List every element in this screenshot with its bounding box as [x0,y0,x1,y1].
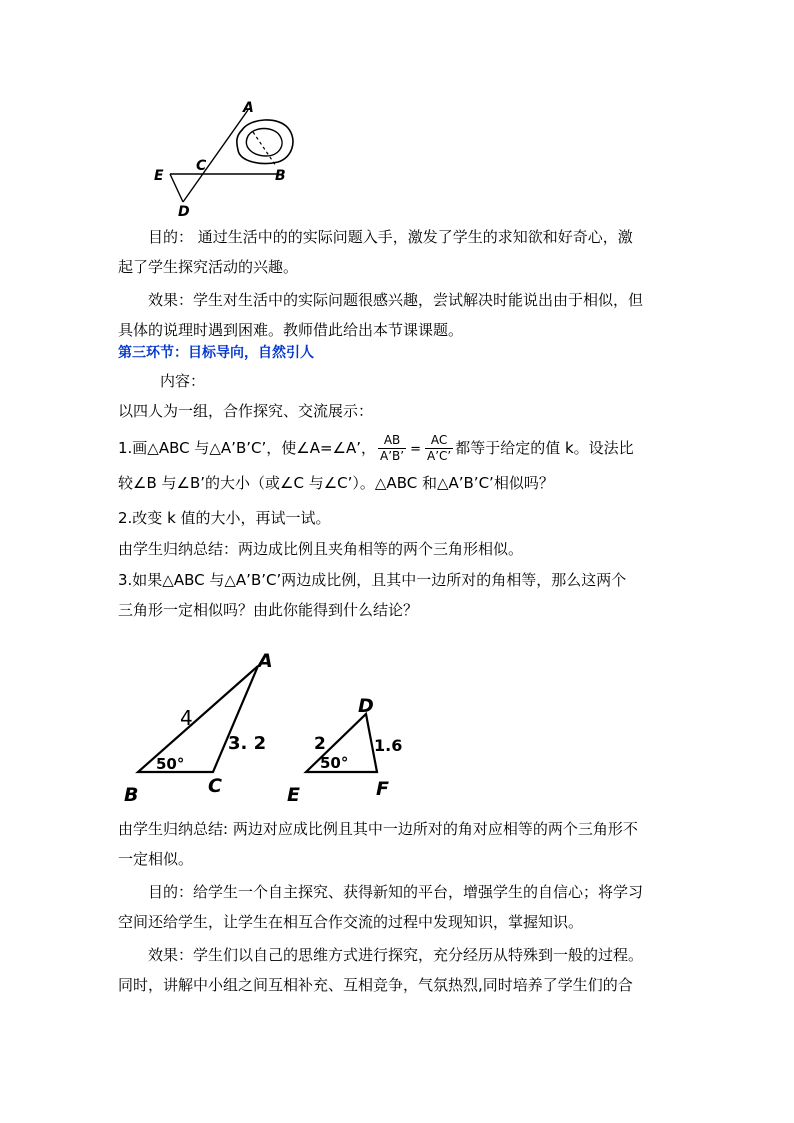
item1-line2: 较∠B 与∠B’的大小（或∠C 与∠C’）。△ABC 和△A’B’C’相似吗？ [118,474,554,492]
content-label: 内容： [160,372,206,390]
effect2-line1: 效果：学生们以自己的思维方式进行探究，充分经历从特殊到一般的过程。 [148,946,644,964]
item3-line2: 三角形一定相似吗？由此你能得到什么结论？ [118,601,419,619]
tri2-label-D: D [358,695,374,717]
purpose1-line2: 起了学生探究活动的兴趣。 [118,258,299,276]
tri2-label-E: E [287,784,300,806]
content-block [118,366,678,426]
summary-2 [118,814,678,874]
tri1-side-AB: 4 [180,706,193,730]
tri2-angle-E: 50° [320,754,349,772]
tri1-label-C: C [208,775,222,797]
figure-two-triangles [118,642,418,812]
item1-line1 [118,430,678,468]
item3-line1: 3.如果△ABC 与△A’B’C’两边成比例，且其中一边所对的角相等，那么这两个 [118,571,627,589]
summary2-line2: 一定相似。 [118,850,194,868]
effect1-line2: 具体的说理时遇到困难。教师借此给出本节课课题。 [118,321,464,339]
label-B: B [275,168,286,184]
effect-paragraph-2 [118,940,678,1000]
intro-line: 以四人为一组，合作探究、交流展示： [118,402,374,420]
label-E: E [154,168,164,184]
purpose1-line1: 目的： 通过生活中的的实际问题入手，激发了学生的求知欲和好奇心，激 [148,228,633,246]
effect-paragraph-1 [118,285,678,345]
item1-suffix: 都等于给定的值 k。设法比 [455,439,634,457]
fraction-ab: $\frac{AB}{A’B’}$ [380,433,405,463]
tri1-side-AC: 3. 2 [228,733,267,754]
tri2-label-F: F [376,778,389,800]
purpose2-line2: 空间还给学生，让学生在相互合作交流的过程中发现知识，掌握知识。 [118,913,584,931]
effect2-line2: 同时，讲解中小组之间互相补充、互相竞争，气氛热烈,同时培养了学生们的合 [118,976,633,994]
equals-sign: = [410,442,421,457]
section-heading: 第三环节：目标导向，自然引人 [118,345,314,361]
label-C: C [196,158,207,174]
tri1-angle-B: 50° [156,755,185,773]
item-2: 2.改变 k 值的大小，再试一试。 [118,509,331,527]
summary-1: 由学生归纳总结：两边成比例且夹角相等的两个三角形相似。 [118,540,524,558]
tri2-side-DF: 1.6 [374,736,403,755]
tri1-label-B: B [124,784,139,806]
label-A: A [243,100,254,116]
purpose2-line1: 目的：给学生一个自主探究、获得新知的平台，增强学生的自信心；将学习 [148,883,644,901]
tri2-side-ED: 2 [314,734,326,754]
purpose-paragraph-1 [118,222,678,282]
item-3 [118,565,678,625]
summary2-line1: 由学生归纳总结: 两边对应成比例且其中一边所对的角对应相等的两个三角形不 [118,820,638,838]
item-1 [118,430,678,498]
effect1-line1: 效果：学生对生活中的实际问题很感兴趣，尝试解决时能说出由于相似，但 [148,291,644,309]
item1-prefix: 1.画△ABC 与△A’B’C’，使∠A=∠A’， [118,439,376,457]
figure-lake-diagram [150,96,310,220]
fraction-ac: $\frac{AC}{A’C’}$ [426,433,452,463]
label-D: D [178,204,190,220]
tri1-label-A: A [258,650,273,672]
purpose-paragraph-2 [118,877,678,937]
